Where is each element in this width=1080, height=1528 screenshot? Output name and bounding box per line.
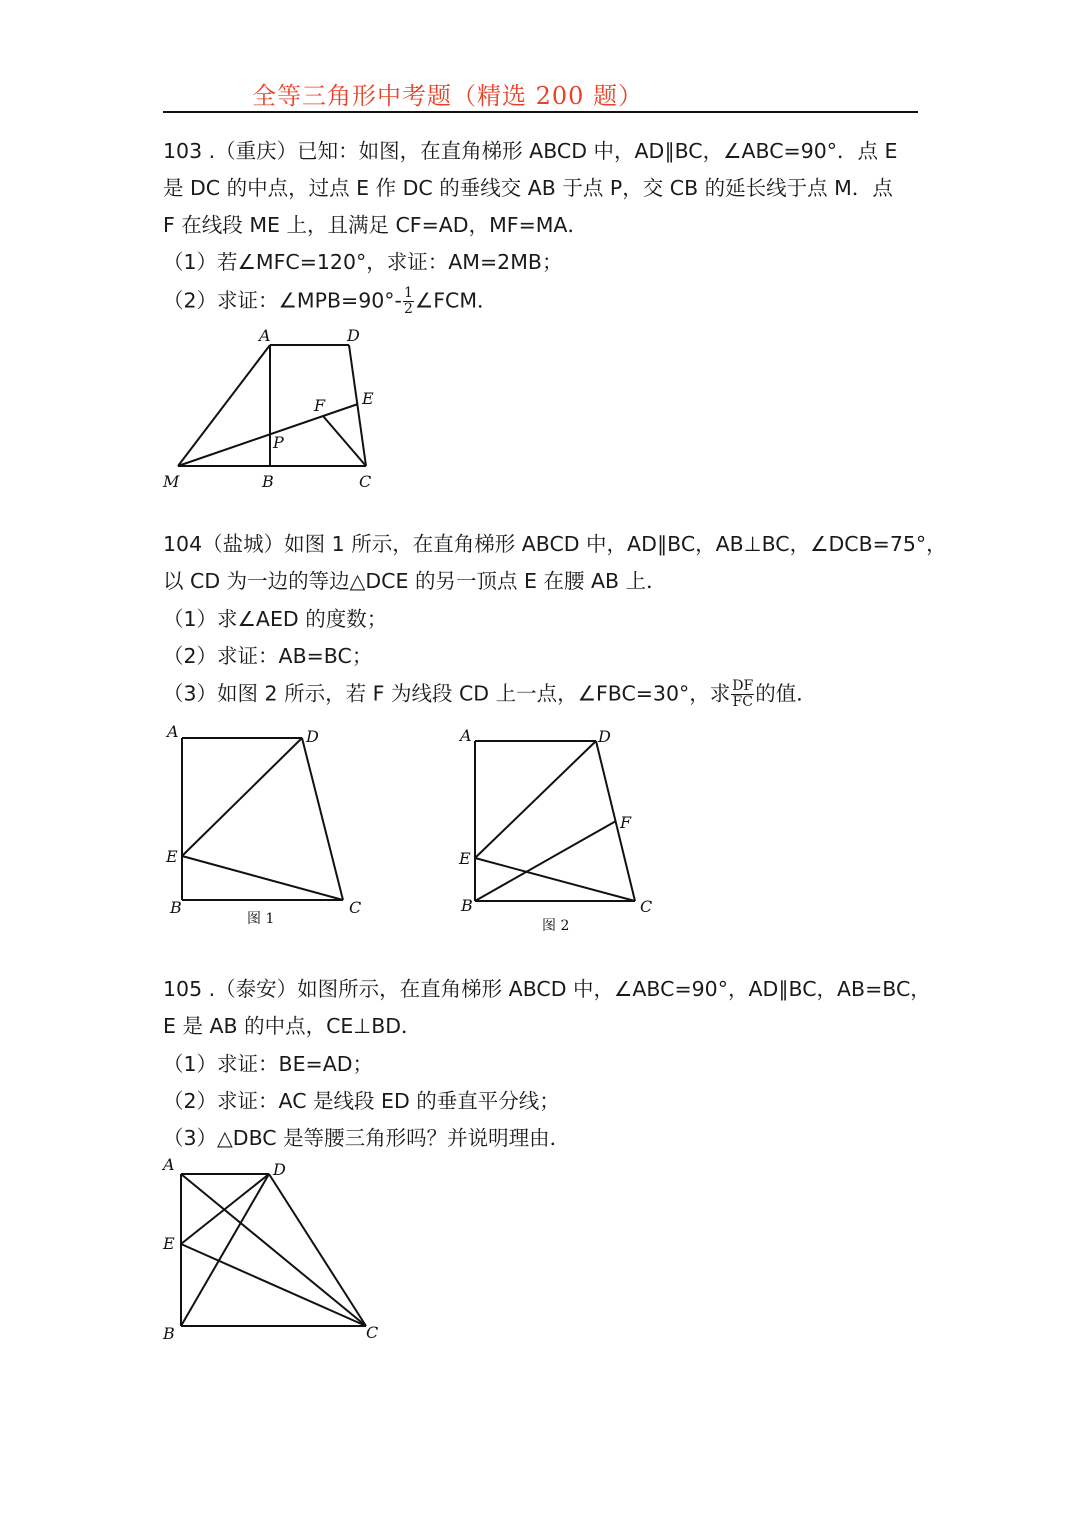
- p104f1-label-b: B: [170, 898, 182, 917]
- p104-q3-suffix: 的值．: [755, 681, 817, 706]
- p104-fraction-denominator: FC: [732, 694, 753, 710]
- p103-line-1: 103 .（重庆）已知：如图，在直角梯形 ABCD 中，AD∥BC，∠ABC=90°．点 E: [163, 139, 898, 163]
- p104f1-label-a: A: [167, 722, 179, 741]
- p104f2-label-e: E: [459, 849, 471, 868]
- p105-question-3: （3）△DBC 是等腰三角形吗？并说明理由．: [163, 1126, 571, 1150]
- p105-label-a: A: [163, 1155, 175, 1174]
- p105-seg-ac: [181, 1174, 366, 1326]
- p103-q2-suffix: ∠FCM．: [414, 288, 498, 313]
- p103-line-3: F 在线段 ME 上，且满足 CF=AD，MF=MA．: [163, 213, 588, 237]
- p104f2-label-f: F: [620, 813, 632, 832]
- p104f1-label-d: D: [306, 727, 319, 746]
- p105-seg-ec: [181, 1244, 366, 1326]
- p104f2-caption: 图 2: [542, 918, 570, 934]
- p104f2-label-a: A: [460, 726, 472, 745]
- p104f2-label-c: C: [640, 897, 653, 916]
- p105-label-d: D: [273, 1160, 286, 1179]
- p105-line-1: 105 .（泰安）如图所示，在直角梯形 ABCD 中，∠ABC=90°，AD∥BC，AB=BC，: [163, 977, 931, 1001]
- p103-question-1: （1）若∠MFC=120°，求证：AM=2MB；: [163, 250, 563, 274]
- p103-fraction-numerator: 1: [403, 285, 413, 301]
- p103-label-d: D: [347, 326, 360, 345]
- p103-label-m: M: [163, 472, 180, 491]
- p105-question-1: （1）求证：BE=AD；: [163, 1052, 374, 1076]
- p104f2-label-b: B: [461, 896, 473, 915]
- page-title: 全等三角形中考题（精选 200 题）: [252, 82, 644, 110]
- p104f1-label-e: E: [166, 847, 178, 866]
- p104-line-1: 104（盐城）如图 1 所示，在直角梯形 ABCD 中，AD∥BC，AB⊥BC，∠DCB=75°，: [163, 532, 947, 556]
- p104-fraction-numerator: DF: [732, 678, 754, 694]
- p105-label-c: C: [366, 1323, 379, 1342]
- p103-fraction-denominator: 2: [403, 301, 413, 317]
- p103-line-2: 是 DC 的中点，过点 E 作 DC 的垂线交 AB 于点 P，交 CB 的延长线于点 M．点: [163, 176, 893, 200]
- p103-label-b: B: [262, 472, 274, 491]
- p105-seg-dc: [269, 1174, 366, 1326]
- p103-q2-prefix: （2）求证：∠MPB=90°-: [163, 288, 402, 313]
- p104-line-2: 以 CD 为一边的等边△DCE 的另一顶点 E 在腰 AB 上．: [163, 569, 667, 593]
- p105-label-e: E: [163, 1234, 175, 1253]
- p105-label-b: B: [163, 1324, 175, 1343]
- p103-label-c: C: [359, 472, 372, 491]
- p105-question-2: （2）求证：AC 是线段 ED 的垂直平分线；: [163, 1089, 560, 1113]
- p104f2-label-d: D: [598, 727, 611, 746]
- p104-q3-prefix: （3）如图 2 所示，若 F 为线段 CD 上一点，∠FBC=30°，求: [163, 681, 731, 706]
- p105-line-2: E 是 AB 的中点，CE⊥BD．: [163, 1014, 422, 1038]
- p103-label-a: A: [259, 326, 271, 345]
- p104f1-caption: 图 1: [247, 911, 275, 927]
- p104-question-1: （1）求∠AED 的度数；: [163, 607, 388, 631]
- p104f1-label-c: C: [349, 898, 362, 917]
- p103-label-e: E: [362, 389, 374, 408]
- p103-label-f: F: [314, 396, 326, 415]
- p103-label-p: P: [273, 433, 284, 452]
- p104-question-2: （2）求证：AB=BC；: [163, 644, 373, 668]
